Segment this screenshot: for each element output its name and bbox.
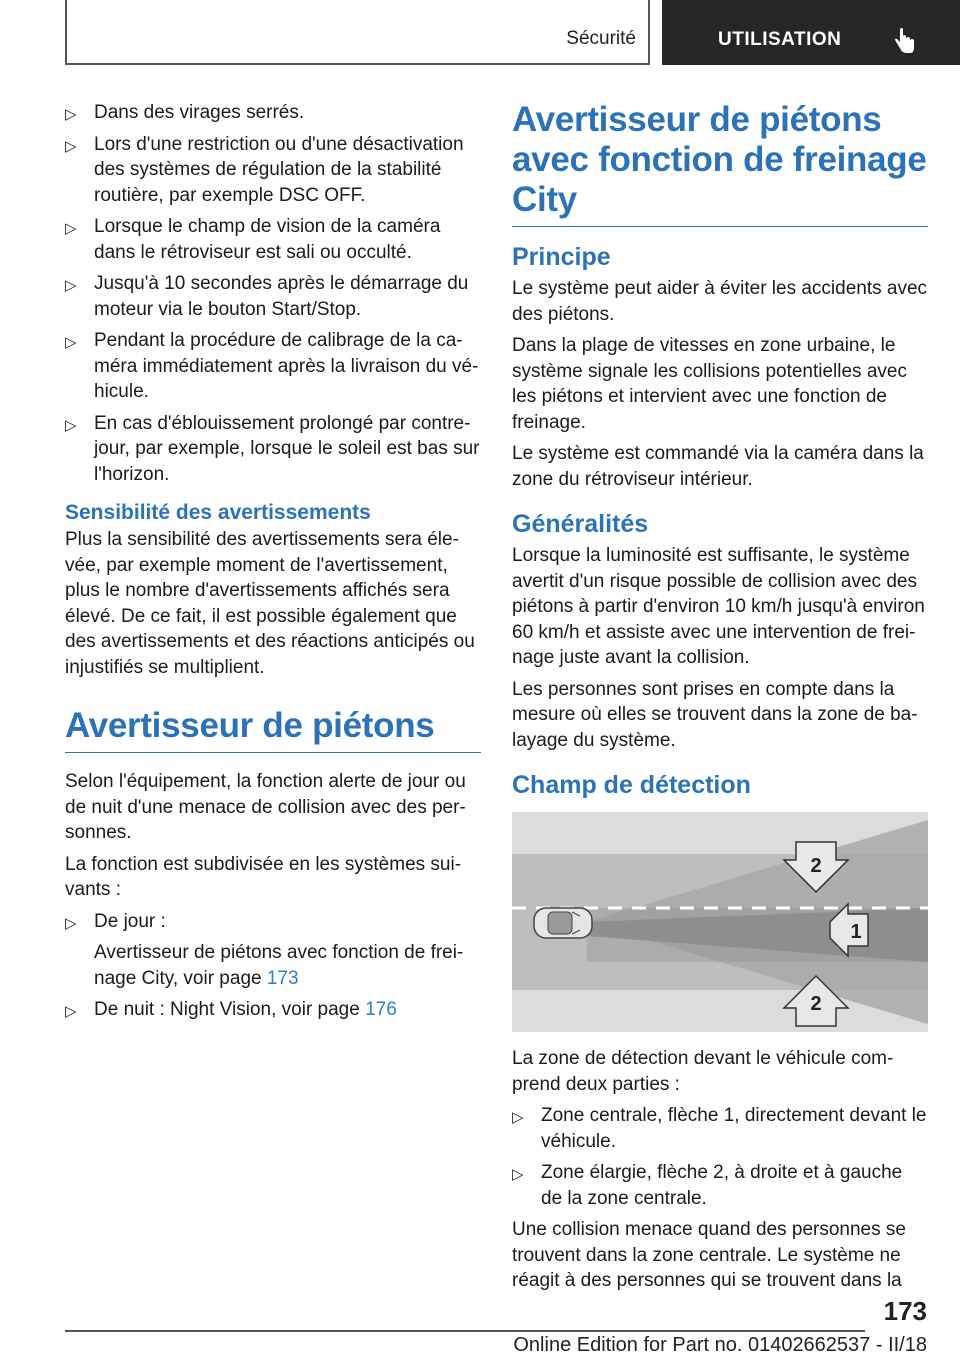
champ-intro: La zone de détection devant le véhicule com-prend deux parties : (512, 1048, 894, 1095)
triangle-bullet-icon: ▷ (65, 277, 77, 294)
triangle-bullet-icon: ▷ (65, 334, 77, 351)
header-chapter-tab (662, 0, 960, 65)
triangle-bullet-icon: ▷ (65, 106, 77, 123)
triangle-bullet-icon: ▷ (65, 416, 77, 434)
champ-heading: Champ de détection (512, 771, 751, 799)
detection-field-diagram (512, 812, 928, 1032)
generalites-paragraph: Les personnes sont prises en compte dans la mesure où elles se trouvent dans la zone de ba-layage du système. (512, 678, 918, 751)
list-item: ▷ Zone élargie, flèche 2, à droite et à gauche de la zone centrale. (512, 1162, 903, 1209)
principe-paragraph: Le système peut aider à éviter les accidents avec des piétons. (512, 278, 928, 325)
closing-paragraph: Une collision menace quand des personnes se trouvent dans la zone centrale. Le système ne réagit à des personnes qui se trouvent dans la (512, 1219, 906, 1291)
footer-divider (65, 1330, 865, 1332)
city-braking-title: Avertisseur de piétons avec fonction de freinage City (512, 100, 928, 227)
chapter-label: UTILISATION (718, 29, 842, 50)
right-column (512, 100, 928, 1300)
triangle-bullet-icon: ▷ (512, 1109, 524, 1126)
list-item: ▷ Pendant la procédure de calibrage de la ca-méra immédiatement après la livraison du vé-hicule. (65, 330, 479, 402)
list-item-day: ▷ De jour : (65, 909, 481, 935)
page-number: 173 (883, 1296, 927, 1326)
principe-paragraph: Le système est commandé via la caméra dans la zone du rétroviseur intérieur. (512, 443, 924, 490)
list-item: ▷ En cas d'éblouissement prolongé par contre-jour, par exemple, lorsque le soleil est bas sur l'horizon. (65, 412, 480, 485)
svg-text:2: 2 (810, 993, 822, 1015)
generalites-heading: Généralités (512, 510, 649, 538)
system-list-night (65, 997, 481, 1023)
section-label: Sécurité (566, 28, 636, 49)
list-item: ▷ Jusqu'à 10 secondes après le démarrage du moteur via le bouton Start/Stop. (65, 273, 469, 320)
left-column (65, 100, 481, 1029)
list-item: ▷ Lorsque le champ de vision de la caméra dans le rétroviseur est sali ou occulté. (65, 216, 441, 263)
pointing-hand-icon (894, 28, 916, 54)
sensitivity-text: Plus la sensibilité des avertissements sera éle-vée, par exemple moment de l'avertissement, plus le nombre d'avertissements affichés sera élevé. De ce fait, il est possible également que des avertissements et des réactions anticipés ou injustifiés se multiplient. (65, 529, 475, 678)
edition-footer: Online Edition for Part no. 01402662537 - II/18 (513, 1334, 927, 1356)
principe-heading: Principe (512, 243, 611, 271)
pedestrian-warning-title: Avertisseur de piétons (65, 706, 481, 753)
car-icon (534, 908, 592, 938)
triangle-bullet-icon: ▷ (65, 137, 77, 155)
header-section-tab (65, 0, 650, 65)
sensitivity-heading: Sensibilité des avertissements (65, 501, 371, 524)
list-item: ▷ Dans des virages serrés. (65, 100, 481, 126)
triangle-bullet-icon: ▷ (65, 1003, 77, 1020)
list-item-night: ▷ De nuit : Night Vision, voir page 176 (65, 997, 481, 1023)
triangle-bullet-icon: ▷ (65, 220, 77, 237)
principe-paragraph: Dans la plage de vitesses en zone urbaine, le système signale les collisions potentielles avec les piétons et intervient avec une fonction de freinage. (512, 335, 907, 433)
page-link-173[interactable]: 173 (266, 967, 299, 989)
triangle-bullet-icon: ▷ (65, 914, 77, 932)
page-link-176[interactable]: 176 (365, 999, 397, 1020)
generalites-paragraph: Lorsque la luminosité est suffisante, le système avertit d'un risque possible de collision avec des piétons à partir d'environ 10 km/h jusqu'à environ 60 km/h et assiste avec une intervention de frei-nage juste avant la collision. (512, 545, 925, 668)
svg-text:2: 2 (810, 855, 822, 877)
svg-text:1: 1 (850, 921, 862, 943)
system-list (65, 909, 481, 935)
intro-paragraph: Selon l'équipement, la fonction alerte de jour ou de nuit d'une menace de collision avec des per-sonnes. (65, 771, 466, 843)
day-description: Avertisseur de piétons avec fonction de frei-nage City, voir page 173 (94, 942, 464, 989)
zone-list (512, 1103, 928, 1211)
list-item: ▷ Lors d'une restriction ou d'une désactivation des systèmes de régulation de la stabilité routière, par exemple DSC OFF. (65, 133, 464, 206)
condition-list (65, 100, 481, 487)
list-item: ▷ Zone centrale, flèche 1, directement devant le véhicule. (512, 1105, 927, 1152)
triangle-bullet-icon: ▷ (512, 1166, 524, 1183)
intro-paragraph-2: La fonction est subdivisée en les systèmes sui-vants : (65, 853, 462, 900)
